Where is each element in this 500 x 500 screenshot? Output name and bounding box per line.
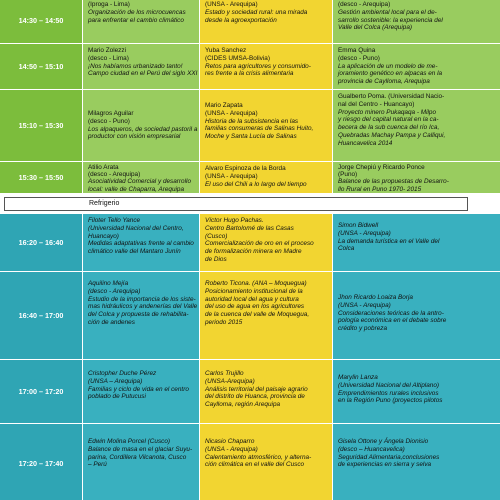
talk-col2: (UNSA - Arequipa) Estado y sociedad rural: una mirada desde la agroexportación: [199, 0, 332, 44]
talk-col2: Alvaro Espinoza de la Borda (UNSA - Arequipa) El uso del Chili a lo largo del tiempo: [199, 162, 332, 194]
talk-col3: Emma Quina (desco - Puno) La aplicación de un modelo de me- joramiento genético en alpacas en la provincia de Caylloma, Arequipa: [332, 44, 500, 90]
time-slot: 14:50 – 15:10: [0, 44, 82, 90]
time-slot: 16:20 – 16:40: [0, 214, 82, 272]
talk-col1: Atilio Arata (desco - Arequipa) Asociatividad Comercial y desarrollo local: valle de Chaparra, Arequipa: [82, 162, 199, 194]
schedule-row: [0, 360, 500, 424]
talk-col3: Gisela Ottone y Ángela Dionisio (desco – Huancavelica) Seguridad Alimentaria,conclusiones de experiencias en sierra y selva: [332, 424, 500, 500]
talk-col2: Roberto Ticona. (ANA – Moquegua) Posicionamiento institucional de la autoridad local del agua y cultura del uso de agua en los agricultores de la cuenca del valle de Moquegua, periodo 2015: [199, 272, 332, 360]
schedule-row: [0, 272, 500, 360]
time-slot: 15:30 – 15:50: [0, 162, 82, 194]
talk-col3: Jorge Chepiú y Ricardo Ponce (Puno) Balance de las propuestas de Desarro- llo Rural en Puno 1970- 2015: [332, 162, 500, 194]
talk-col3: Jhon Ricardo Loaiza Borja (UNSA - Arequipa) Consideraciones teóricas de la antro- pología económica en el debate sobre crédito y pobreza: [332, 272, 500, 360]
talk-col1: Filoter Tello Yance (Universidad Nacional del Centro, Huancayo) Medidas adaptativas frente al cambio climático valle del Mantaro Junín: [82, 214, 199, 272]
schedule-row: [0, 424, 500, 500]
time-slot: 16:40 – 17:00: [0, 272, 82, 360]
time-slot: 17:20 – 17:40: [0, 424, 82, 500]
talk-col1: Cristopher Duche Pérez (UNSA – Arequipa) Familias y ciclo de vida en el centro poblado de Putucusi: [82, 360, 199, 424]
time-slot: 15:10 – 15:30: [0, 90, 82, 162]
talk-col3: Simon Bidwell (UNSA - Arequipa) La demanda turística en el Valle del Colca: [332, 214, 500, 272]
talk-col2: Carlos Trujillo (UNSA-Arequipa) Análisis territorial del paisaje agrario del distrito de Huanca, provincia de Caylloma, región Arequipa: [199, 360, 332, 424]
schedule-row: [0, 0, 500, 44]
break-label: Refrigerio: [89, 200, 120, 207]
talk-col3: (desco - Arequipa) Gestión ambiental local para el de- sarrollo sostenible: la experiencia del Valle del Colca (Arequipa): [332, 0, 500, 44]
talk-col2: Mario Zapata (UNSA - Arequipa) Historia de la subsistencia en las familias consumeras de Salinas Huito, Moche y Santa Lucía de Salinas: [199, 90, 332, 162]
talk-col3: Marylin Lanza (Universidad Nacional del Altiplano) Emprendimientos rurales inclusivos en la Región Puno (proyectos pilotos: [332, 360, 500, 424]
time-slot: 17:00 – 17:20: [0, 360, 82, 424]
talk-col1: Milagros Aguilar (desco - Puno) Los alpaqueros, de sociedad pastoril a productor con visión empresarial: [82, 90, 199, 162]
talk-col1: (Iproga - Lima) Organización de los microcuencas para enfrentar el cambio climático: [82, 0, 199, 44]
schedule-row: [0, 90, 500, 162]
schedule-row: [0, 214, 500, 272]
schedule-row: [0, 44, 500, 90]
talk-col2: Nicasio Chaparro (UNSA - Arequipa) Calentamiento atmosférico, y alterna- ción climática en el valle del Cusco: [199, 424, 332, 500]
talk-col2: Víctor Hugo Pachas. Centro Bartolomé de las Casas (Cusco) Comercialización de oro en el proceso de formalización minera en Madre de Dios: [199, 214, 332, 272]
talk-col2: Yuba Sanchez (CIDES UMSA-Bolivia) Retos para agricultores y consumido- res frente a la crisis alimentaria: [199, 44, 332, 90]
schedule-row: [0, 162, 500, 194]
talk-col1: Edwin Molina Porcel (Cusco) Balance de masa en el glaciar Suyu- parina, Cordillera Vilcanota, Cusco – Perú: [82, 424, 199, 500]
break-bar: [4, 197, 468, 211]
talk-col1: Mario Zolezzi (desco - Lima) ¡Nos habíamos urbanizado tanto! Campo ciudad en el Perú del siglo XXI: [82, 44, 199, 90]
talk-col1: Aquilino Mejía (desco - Arequipa) Estudio de la importancia de los siste- mas hidráulicos y andenerías del Valle del Colca y propuesta de rehabilita- ción de andenes: [82, 272, 199, 360]
time-slot: 14:30 – 14:50: [0, 0, 82, 44]
talk-col3: Gualberto Poma. (Universidad Nacio- nal del Centro - Huancayo) Proyecto minero Pukaqaqa - Milpo y riesgo del capital natural en la ca- becera de la sub cuenca del río Ica, Quebradas Machay Pampa y Calliqui, Huancavelica 2014: [332, 90, 500, 162]
